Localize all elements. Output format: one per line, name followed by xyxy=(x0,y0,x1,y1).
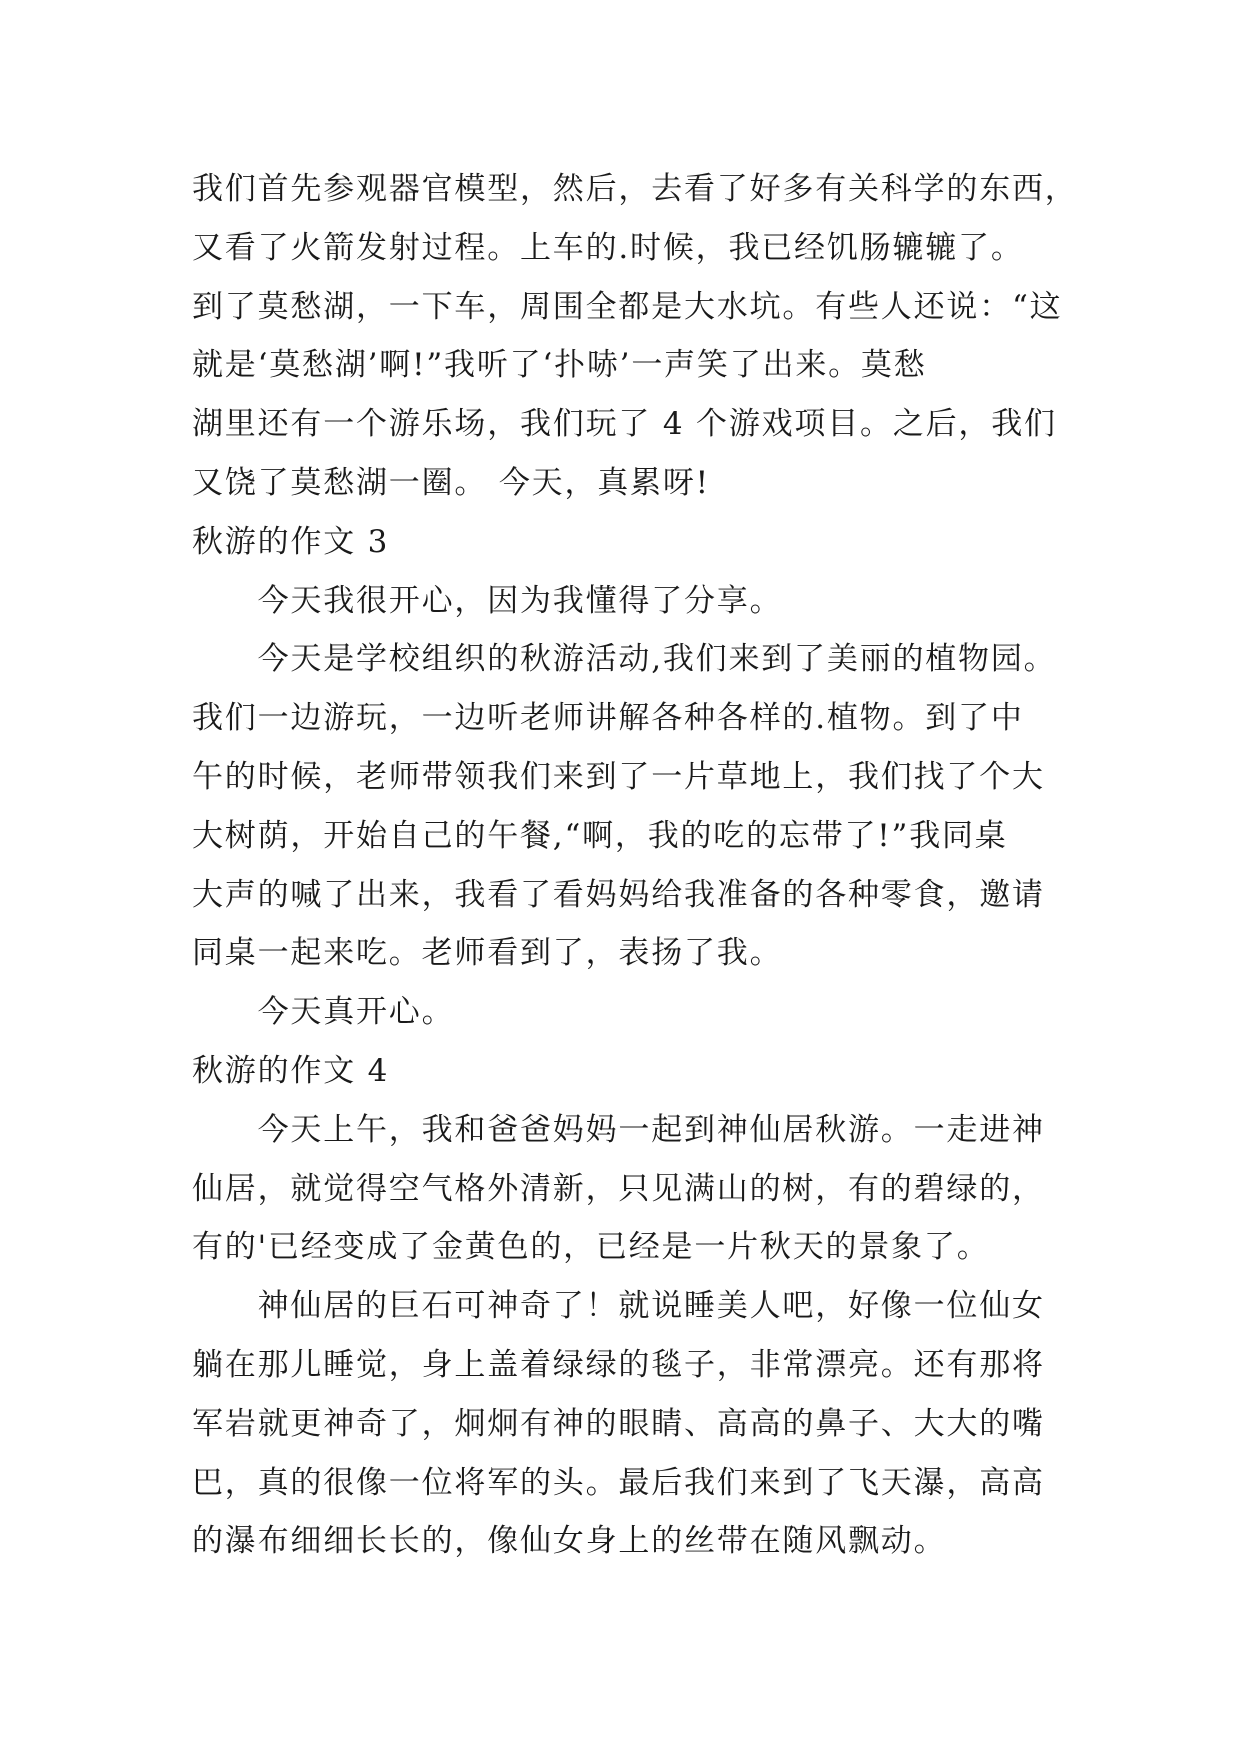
text-line: 神仙居的巨石可神奇了！就说睡美人吧，好像一位仙女 xyxy=(192,1288,1045,1325)
text-line: 今天真开心。 xyxy=(192,994,455,1031)
text-line: 大声的喊了出来，我看了看妈妈给我准备的各种零食，邀请 xyxy=(192,876,1045,913)
paragraph xyxy=(192,572,1072,631)
text-line: 今天是学校组织的秋游活动,我们来到了美丽的植物园。 xyxy=(192,641,1057,678)
paragraph xyxy=(192,160,1078,513)
text-line: 今天我很开心，因为我懂得了分享。 xyxy=(192,582,783,619)
text-line: 秋游的作文 3 xyxy=(192,523,390,560)
text-line: 又饶了莫愁湖一圈。 今天，真累呀! xyxy=(192,464,710,501)
paragraph xyxy=(192,1101,1072,1277)
paragraph xyxy=(192,983,1072,1042)
document-body xyxy=(192,160,1078,1571)
text-line: 大树荫，开始自己的午餐,“啊，我的吃的忘带了!”我同桌 xyxy=(192,817,1008,854)
text-line: 我们一边游玩，一边听老师讲解各种各样的.植物。到了中 xyxy=(192,700,1024,737)
text-line: 我们首先参观器官模型，然后，去看了好多有关科学的东西， xyxy=(192,171,1078,207)
text-line: 今天上午，我和爸爸妈妈一起到神仙居秋游。一走进神 xyxy=(192,1111,1045,1148)
paragraph xyxy=(192,1277,1072,1571)
text-line: 秋游的作文 4 xyxy=(192,1052,390,1089)
text-line: 的瀑布细细长长的，像仙女身上的丝带在随风飘动。 xyxy=(192,1523,947,1560)
text-line: 巴，真的很像一位将军的头。最后我们来到了飞天瀑，高高 xyxy=(192,1464,1045,1501)
text-line: 有的'已经变成了金黄色的，已经是一片秋天的景象了。 xyxy=(192,1229,990,1266)
section-heading xyxy=(192,513,1072,572)
text-line: 就是‘莫愁湖’啊!”我听了‘扑哧’一声笑了出来。莫愁 xyxy=(192,347,927,384)
text-line: 军岩就更神奇了，炯炯有神的眼睛、高高的鼻子、大大的嘴 xyxy=(192,1405,1045,1442)
text-line: 同桌一起来吃。老师看到了，表扬了我。 xyxy=(192,935,783,972)
text-line: 午的时候，老师带领我们来到了一片草地上，我们找了个大 xyxy=(192,758,1045,795)
section-heading xyxy=(192,1042,1072,1101)
text-line: 躺在那儿睡觉，身上盖着绿绿的毯子，非常漂亮。还有那将 xyxy=(192,1346,1045,1383)
text-line: 又看了火箭发射过程。上车的.时候，我已经饥肠辘辘了。 xyxy=(192,229,1024,266)
text-line: 到了莫愁湖，一下车，周围全都是大水坑。有些人还说：“这 xyxy=(192,288,1063,325)
text-line: 湖里还有一个游乐场，我们玩了 4 个游戏项目。之后，我们 xyxy=(192,406,1057,443)
paragraph xyxy=(192,630,1072,983)
text-line: 仙居，就觉得空气格外清新，只见满山的树，有的碧绿的， xyxy=(192,1170,1045,1207)
